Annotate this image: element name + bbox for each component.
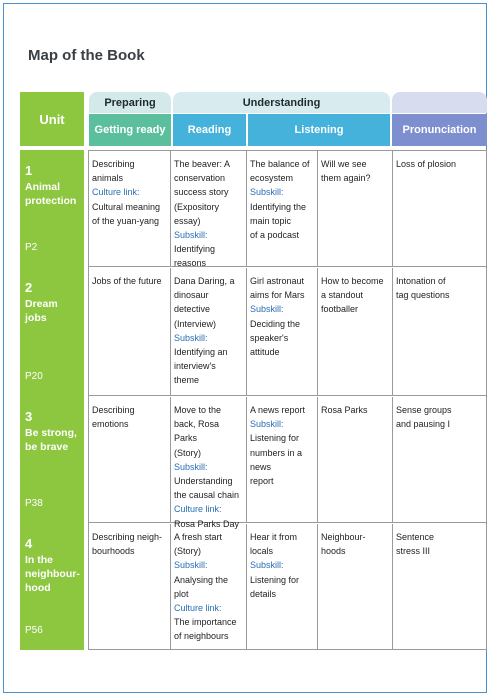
unit-page-number: P20 bbox=[25, 371, 43, 382]
column-header-reading: Reading bbox=[173, 114, 246, 146]
cell-listening-2 bbox=[318, 397, 393, 523]
cell-text: Sentence bbox=[396, 532, 435, 542]
cell-text: Rosa Parks bbox=[321, 405, 368, 415]
cell-text: footballer bbox=[321, 304, 359, 315]
cell-text: Describing animals bbox=[92, 159, 135, 184]
unit-cell bbox=[20, 396, 84, 523]
cell-label: Subskill: bbox=[250, 187, 284, 198]
cell-text: attitude bbox=[250, 347, 280, 358]
cell-text: Rosa Parks Day bbox=[174, 518, 240, 529]
cell-listening bbox=[247, 151, 318, 267]
cell-text: Dana Daring, a bbox=[174, 276, 235, 286]
cell-text: A fresh start bbox=[174, 532, 223, 542]
page-title: Map of the Book bbox=[28, 47, 145, 64]
cell-getting-ready bbox=[89, 268, 171, 396]
cell-text: (Expository essay) bbox=[174, 201, 220, 226]
cell-text: Neighbour- bbox=[321, 532, 366, 542]
cell-listening-2 bbox=[318, 268, 393, 396]
cell-text: The balance of bbox=[250, 159, 310, 169]
unit-title-line: be brave bbox=[25, 441, 69, 453]
cell-label: Culture link: bbox=[92, 187, 140, 198]
unit-number: 2 bbox=[25, 280, 33, 295]
unit-title-line: neighbour- bbox=[25, 568, 80, 580]
cell-label: Subskill: bbox=[174, 461, 208, 472]
cell-text: (Interview) bbox=[174, 318, 217, 329]
cell-label: Culture link: bbox=[174, 504, 222, 515]
cell-text: Intonation of bbox=[396, 276, 446, 286]
cell-label: Subskill: bbox=[174, 332, 208, 343]
unit-page-number: P38 bbox=[25, 498, 43, 509]
unit-title-line: Be strong, bbox=[25, 427, 77, 439]
cell-text: the causal chain bbox=[174, 490, 240, 501]
column-header-pronunciation: Pronunciation bbox=[392, 114, 487, 146]
cell-reading bbox=[171, 268, 247, 396]
group-header-understanding: Understanding bbox=[173, 92, 390, 113]
unit-column-header: Unit bbox=[20, 92, 84, 146]
unit-title-line: In the bbox=[25, 554, 53, 566]
cell-text: (Story) bbox=[174, 546, 201, 557]
cell-text: Jobs of the future bbox=[92, 276, 162, 286]
unit-title-line: jobs bbox=[25, 312, 47, 324]
cell-text: of the yuan-yang bbox=[92, 215, 160, 226]
cell-text: aims for Mars bbox=[250, 290, 305, 301]
cell-text: locals bbox=[250, 546, 274, 557]
cell-text: ecosystem bbox=[250, 173, 294, 184]
cell-pronunciation bbox=[393, 524, 487, 650]
cell-text: theme bbox=[174, 375, 200, 386]
cell-getting-ready bbox=[89, 524, 171, 650]
column-header-getting-ready: Getting ready bbox=[89, 114, 171, 146]
cell-text: success story bbox=[174, 187, 229, 198]
cell-text: Listening for bbox=[250, 433, 300, 444]
cell-text: Identifying an bbox=[174, 347, 228, 358]
cell-getting-ready bbox=[89, 397, 171, 523]
unit-title bbox=[25, 297, 84, 325]
cell-pronunciation bbox=[393, 268, 487, 396]
cell-text: The importance bbox=[174, 617, 237, 628]
unit-cell bbox=[20, 523, 84, 650]
cell-label: Subskill: bbox=[250, 560, 284, 571]
cell-reading bbox=[171, 397, 247, 529]
cell-text: hoods bbox=[321, 546, 346, 557]
cell-label: Subskill: bbox=[250, 304, 284, 315]
cell-text: of a podcast bbox=[250, 230, 300, 241]
cell-text: The beaver: A bbox=[174, 159, 231, 169]
cell-text: report bbox=[250, 476, 274, 487]
cell-text: speaker's bbox=[250, 332, 289, 343]
cell-listening-2 bbox=[318, 524, 393, 650]
cell-text: dinosaur detective bbox=[174, 290, 211, 315]
cell-text: news bbox=[250, 461, 272, 472]
cell-text: Move to the bbox=[174, 405, 222, 415]
cell-text: Loss of plosion bbox=[396, 159, 457, 169]
unit-page-number: P56 bbox=[25, 625, 43, 636]
cell-text: How to become bbox=[321, 276, 384, 286]
cell-text: Sense groups bbox=[396, 405, 452, 415]
cell-text: conservation bbox=[174, 173, 226, 184]
cell-text: (Story) bbox=[174, 447, 201, 458]
cell-text: Cultural meaning bbox=[92, 201, 161, 212]
cell-label: Subskill: bbox=[174, 230, 208, 241]
column-header-listening: Listening bbox=[248, 114, 390, 146]
cell-text: Understanding bbox=[174, 476, 233, 487]
cell-text: back, Rosa Parks bbox=[174, 419, 220, 444]
unit-page-number: P2 bbox=[25, 242, 38, 253]
cell-text: plot bbox=[174, 588, 189, 599]
cell-reading bbox=[171, 151, 247, 267]
cell-text: Will we see bbox=[321, 159, 367, 169]
group-header-preparing: Preparing bbox=[89, 92, 171, 113]
unit-title bbox=[25, 426, 84, 454]
cell-text: them again? bbox=[321, 173, 371, 184]
cell-text: details bbox=[250, 588, 277, 599]
unit-number: 1 bbox=[25, 163, 33, 178]
cell-text: Deciding the bbox=[250, 318, 301, 329]
unit-number: 4 bbox=[25, 536, 33, 551]
unit-title bbox=[25, 180, 84, 208]
cell-label: Culture link: bbox=[174, 603, 222, 614]
unit-number: 3 bbox=[25, 409, 33, 424]
cell-text: Analysing the bbox=[174, 574, 229, 585]
unit-title-line: Animal bbox=[25, 181, 61, 193]
cell-listening bbox=[247, 397, 318, 523]
cell-text: emotions bbox=[92, 419, 129, 430]
unit-title-line: protection bbox=[25, 195, 77, 207]
group-header-next bbox=[392, 92, 487, 113]
cell-text: a standout bbox=[321, 290, 364, 301]
cell-text: Identifying the bbox=[250, 201, 307, 212]
cell-text: and pausing I bbox=[396, 419, 451, 430]
cell-text: Describing neigh- bbox=[92, 532, 163, 542]
cell-listening bbox=[247, 268, 318, 396]
cell-text: of neighbours bbox=[174, 631, 229, 642]
cell-text: tag questions bbox=[396, 290, 450, 301]
cell-text: main topic bbox=[250, 215, 292, 226]
cell-text: Hear it from bbox=[250, 532, 298, 542]
unit-title bbox=[25, 553, 84, 595]
cell-pronunciation bbox=[393, 151, 487, 267]
cell-listening bbox=[247, 524, 318, 650]
unit-title-line: Dream bbox=[25, 298, 58, 310]
cell-text: numbers in a bbox=[250, 447, 303, 458]
cell-getting-ready bbox=[89, 151, 171, 267]
cell-reading bbox=[171, 524, 247, 650]
cell-text: bourhoods bbox=[92, 546, 135, 557]
unit-cell bbox=[20, 150, 84, 267]
cell-text: stress III bbox=[396, 546, 431, 557]
cell-label: Subskill: bbox=[250, 419, 284, 430]
unit-title-line: hood bbox=[25, 582, 51, 594]
cell-text: Listening for bbox=[250, 574, 300, 585]
cell-pronunciation bbox=[393, 397, 487, 523]
cell-label: Subskill: bbox=[174, 560, 208, 571]
unit-cell bbox=[20, 267, 84, 396]
cell-text: Girl astronaut bbox=[250, 276, 305, 286]
cell-text: reasons bbox=[174, 258, 207, 269]
cell-text: A news report bbox=[250, 405, 306, 415]
cell-listening-2 bbox=[318, 151, 393, 267]
cell-text: Identifying bbox=[174, 244, 216, 255]
cell-text: Describing bbox=[92, 405, 135, 415]
cell-text: interview's bbox=[174, 361, 216, 372]
